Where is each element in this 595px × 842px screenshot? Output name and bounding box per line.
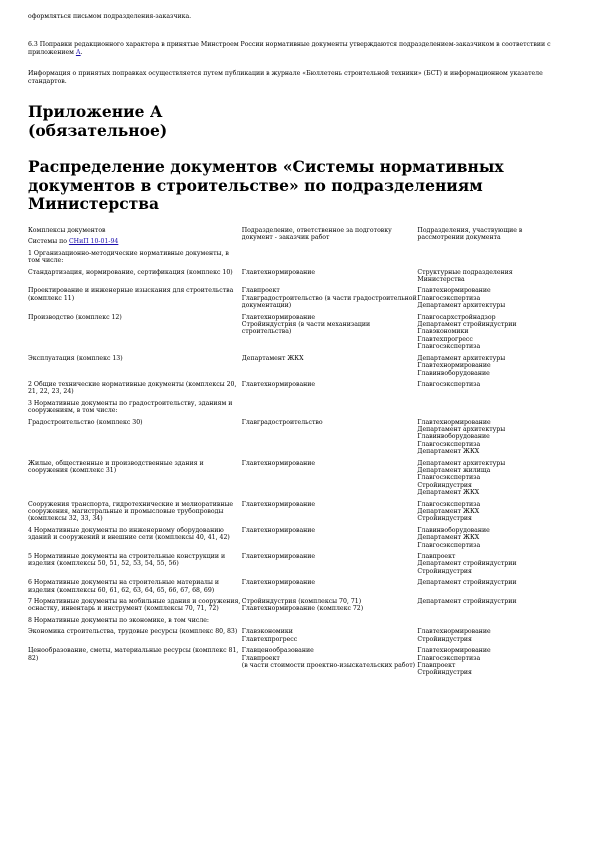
- responsible-cell: Главэкономики Главтехпрогресс: [241, 628, 298, 643]
- table-row: [28, 460, 568, 501]
- participants-cell: [417, 617, 568, 628]
- table-row: [28, 598, 568, 617]
- intro-paragraph-3: Информация о принятых поправках осуществляется путем публикации в журнале «Бюллетень строительной техники» (БСТ) и информационном указателе стандартов.: [28, 70, 543, 86]
- section-heading: Распределение документов «Системы нормативных документов в строительстве» по подразделениям Министерства: [28, 157, 504, 213]
- table-row: [28, 553, 568, 579]
- complex-cell: Градостроительство (комплекс 30): [28, 418, 143, 426]
- table-row: [28, 628, 568, 647]
- complex-cell: 8 Нормативные документы по экономике, в том числе:: [28, 616, 210, 624]
- header-col-responsible: Подразделение, ответственное за подготовку документ - заказчик работ: [241, 227, 392, 242]
- responsible-cell: [242, 250, 418, 269]
- participants-cell: Департамент архитектуры Департамент жилища Главгосэкспертиза Стройиндустрия Департамент ЖКХ: [417, 459, 506, 497]
- snip-link[interactable]: СНиП 10-01-94: [68, 238, 119, 246]
- responsible-cell: Главградостроительство: [241, 418, 323, 426]
- complex-cell: Сооружения транспорта, гидротехнические и мелиоративные сооружения, магистральные и промысловые трубопроводы (комплексы 32, 33, 34): [28, 500, 234, 523]
- header-col1-prefix: Системы по: [28, 238, 69, 246]
- table-row: [28, 355, 568, 381]
- participants-cell: Главтехнормирование Главгосэкспертиза Департамент архитектуры: [417, 287, 506, 310]
- intro-paragraph-2: [28, 41, 568, 57]
- distribution-table: [28, 227, 568, 681]
- responsible-cell: Главпроект Главградостроительство (в части градостроительной документации): [241, 287, 417, 310]
- participants-cell: Департамент стройиндустрии: [417, 598, 517, 606]
- responsible-cell: [242, 400, 418, 419]
- participants-cell: [417, 250, 568, 269]
- participants-cell: Структурные подразделения Министерства: [417, 268, 513, 284]
- table-row: [28, 527, 568, 553]
- header-col1-title: Комплексы документов: [28, 227, 106, 234]
- table-row: [28, 287, 568, 313]
- complex-cell: 6 Нормативные документы на строительные материалы и изделия (комплексы 60, 61, 62, 63, 64, 65, 66, 67, 68, 69): [28, 579, 219, 594]
- appendix-title-line1: Приложение А: [28, 102, 163, 121]
- complex-cell: 2 Общие технические нормативные документы (комплексы 20, 21, 22, 23, 24): [28, 380, 237, 396]
- responsible-cell: Главтехнормирование Стройиндустрия (в части механизации строительства): [241, 313, 371, 336]
- complex-cell: Стандартизация, нормирование, сертификация (комплекс 10): [28, 268, 233, 276]
- appendix-title-line2: (обязательное): [28, 120, 168, 140]
- participants-cell: Главпроект Департамент стройиндустрии Стройиндустрия: [417, 553, 517, 575]
- complex-cell: 7 Нормативные документы на мобильные здания и сооружения, оснастку, инвентарь и инструмент (комплексы 70, 71, 72): [28, 598, 241, 613]
- participants-cell: Главтехнормирование Главгосэкспертиза Главпроект Стройиндустрия: [417, 647, 491, 677]
- table-row: [28, 250, 568, 269]
- appendix-title: [28, 103, 167, 140]
- complex-cell: Эксплуатация (комплекс 13): [28, 354, 123, 362]
- intro-paragraph-2-text: 6.3 Поправки редакционного характера в принятые Минстроем России нормативные документы утверждаются подразделением-заказчиком в соответствии с приложением А.: [28, 41, 551, 57]
- complex-cell: 1 Организационно-методические нормативные документы, в том числе:: [28, 249, 229, 265]
- table-row: [28, 501, 568, 527]
- table-row: [28, 269, 568, 288]
- table-header-row: [28, 227, 568, 250]
- participants-cell: Департамент стройиндустрии: [417, 579, 517, 587]
- complex-cell: 5 Нормативные документы на строительные конструкции и изделия (комплексы 50, 51, 52, 53, 54, 55, 56): [28, 553, 226, 568]
- complex-cell: Проектирование и инженерные изыскания для строительства (комплекс 11): [28, 287, 234, 302]
- responsible-cell: Главтехнормирование: [241, 380, 316, 388]
- participants-cell: Главгосэкспертиза: [417, 380, 481, 388]
- participants-cell: Главгосэкспертиза Департамент ЖКХ Стройиндустрия: [417, 500, 481, 523]
- participants-cell: [417, 400, 568, 419]
- responsible-cell: Главтехнормирование: [241, 553, 316, 561]
- participants-cell: Главтехнормирование Стройиндустрия: [417, 628, 491, 643]
- responsible-cell: [242, 617, 418, 628]
- complex-cell: 3 Нормативные документы по градостроительству, зданиям и сооружениям, в том числе:: [28, 399, 233, 415]
- participants-cell: Главинвоборудование Департамент ЖКХ Главгосэкспертиза: [417, 526, 490, 549]
- table-row: [28, 381, 568, 400]
- table-row: [28, 617, 568, 628]
- header-col-complexes: [28, 227, 242, 250]
- complex-cell: 4 Нормативные документы по инженерному оборудованию зданий и сооружений и внешние сети (комплексы 40, 41, 42): [28, 526, 230, 542]
- responsible-cell: Главтехнормирование: [241, 500, 316, 508]
- table-row: [28, 579, 568, 598]
- table-row: [28, 400, 568, 419]
- participants-cell: Главтехнормирование Департамент архитектуры Главинвоборудование Главгосэкспертиза Департамент ЖКХ: [417, 418, 506, 456]
- appendix-a-link[interactable]: А: [75, 49, 81, 57]
- complex-cell: Ценообразование, сметы, материальные ресурсы (комплекс 81, 82): [28, 647, 239, 662]
- table-row: [28, 419, 568, 460]
- table-row: [28, 647, 568, 681]
- responsible-cell: Главтехнормирование: [241, 459, 316, 467]
- responsible-cell: Главтехнормирование: [241, 268, 316, 276]
- responsible-cell: Стройиндустрия (комплексы 70, 71) Главтехнормирование (комплекс 72): [241, 598, 364, 613]
- table-row: [28, 314, 568, 355]
- header-col1-system: [28, 238, 242, 245]
- complex-cell: Экономика строительства, трудовые ресурсы (комплекс 80, 83): [28, 628, 238, 636]
- responsible-cell: Главтехнормирование: [241, 526, 316, 534]
- responsible-cell: Департамент ЖКХ: [241, 354, 304, 362]
- participants-cell: Главгосархстройнадзор Департамент стройиндустрии Главэкономики Главтехпрогресс Главгосэкспертиза: [417, 313, 517, 351]
- responsible-cell: Главценообразование Главпроект (в части стоимости проектно-изыскательских работ): [241, 647, 416, 669]
- complex-cell: Жилые, общественные и производственные здания и сооружения (комплекс 31): [28, 459, 204, 474]
- complex-cell: Производство (комплекс 12): [28, 313, 122, 321]
- responsible-cell: Главтехнормирование: [241, 579, 316, 587]
- intro-paragraph-1: оформляться письмом подразделения-заказчика.: [28, 13, 192, 20]
- participants-cell: Департамент архитектуры Главтехнормирование Главинвоборудование: [417, 354, 506, 377]
- header-col-participants: Подразделения, участвующие в рассмотрении документа: [417, 227, 523, 242]
